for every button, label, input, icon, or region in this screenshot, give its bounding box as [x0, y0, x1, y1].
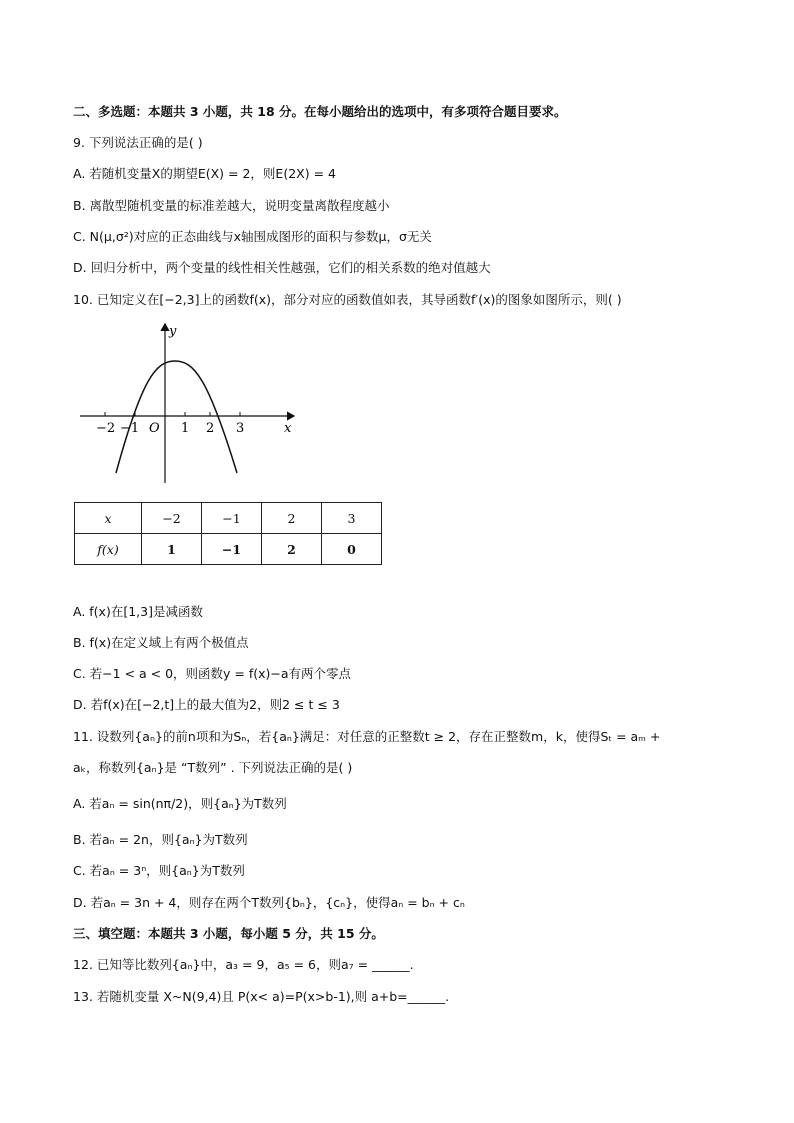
table-cell: −1	[202, 534, 262, 565]
table-cell: f(x)	[75, 534, 142, 565]
tick-label-neg2: −2	[96, 421, 116, 436]
derivative-graph	[76, 318, 306, 488]
question-11-option-a: A. 若aₙ = sin(nπ/2)，则{aₙ}为T数列	[73, 796, 287, 811]
question-9-option-c: C. N(μ,σ²)对应的正态曲线与x轴围成图形的面积与参数μ，σ无关	[73, 229, 432, 244]
table-cell: x	[75, 503, 142, 534]
question-11-option-d: D. 若aₙ = 3n + 4，则存在两个T数列{bₙ}，{cₙ}，使得aₙ = bₙ + cₙ	[73, 895, 465, 910]
table-cell: 2	[262, 534, 322, 565]
function-value-table	[74, 502, 382, 565]
table-cell: 0	[322, 534, 382, 565]
question-9-option-d: D. 回归分析中，两个变量的线性相关性越强，它们的相关系数的绝对值越大	[73, 260, 491, 275]
question-10-option-d: D. 若f(x)在[−2,t]上的最大值为2，则2 ≤ t ≤ 3	[73, 697, 340, 712]
table-row-x	[75, 503, 382, 534]
table-cell: 3	[322, 503, 382, 534]
question-10-option-b: B. f(x)在定义域上有两个极值点	[73, 635, 249, 650]
question-10-option-c: C. 若−1 < a < 0，则函数y = f(x)−a有两个零点	[73, 666, 352, 681]
table-cell: 1	[142, 534, 202, 565]
question-11-option-b: B. 若aₙ = 2n，则{aₙ}为T数列	[73, 832, 248, 847]
question-9-stem: 9. 下列说法正确的是( )	[73, 135, 203, 150]
section-3-heading: 三、填空题：本题共 3 小题，每小题 5 分，共 15 分。	[73, 926, 384, 941]
section-2-heading: 二、多选题：本题共 3 小题，共 18 分。在每小题给出的选项中，有多项符合题目要求。	[73, 104, 567, 119]
question-9-option-a: A. 若随机变量X的期望E(X) = 2，则E(2X) = 4	[73, 166, 336, 181]
question-11-stem-cont: aₖ，称数列{aₙ}是 “T数列” . 下列说法正确的是( )	[73, 760, 353, 775]
derivative-curve	[116, 361, 237, 473]
origin-label: O	[149, 421, 160, 436]
table-row-fx	[75, 534, 382, 565]
question-10-stem: 10. 已知定义在[−2,3]上的函数f(x)，部分对应的函数值如表，其导函数f′(x)的图象如图所示，则( )	[73, 292, 622, 307]
y-axis-label: y	[169, 324, 177, 339]
table-cell: 2	[262, 503, 322, 534]
tick-label-1: 1	[181, 421, 190, 436]
x-axis-label: x	[284, 421, 292, 436]
tick-label-2: 2	[206, 421, 215, 436]
question-11-stem: 11. 设数列{aₙ}的前n项和为Sₙ，若{aₙ}满足：对任意的正整数t ≥ 2，存在正整数m，k，使得Sₜ = aₘ +	[73, 729, 661, 744]
table-cell: −1	[202, 503, 262, 534]
question-9-option-b: B. 离散型随机变量的标准差越大，说明变量离散程度越小	[73, 198, 390, 213]
table-cell: −2	[142, 503, 202, 534]
question-13: 13. 若随机变量 X~N(9,4)且 P(x< a)=P(x>b-1),则 a+b=______.	[73, 989, 450, 1004]
question-10-option-a: A. f(x)在[1,3]是减函数	[73, 604, 203, 619]
question-11-option-c: C. 若aₙ = 3ⁿ，则{aₙ}为T数列	[73, 863, 245, 878]
tick-label-neg1: −1	[120, 421, 140, 436]
tick-label-3: 3	[236, 421, 245, 436]
question-12: 12. 已知等比数列{aₙ}中，a₃ = 9，a₅ = 6，则a₇ = ______.	[73, 957, 414, 972]
